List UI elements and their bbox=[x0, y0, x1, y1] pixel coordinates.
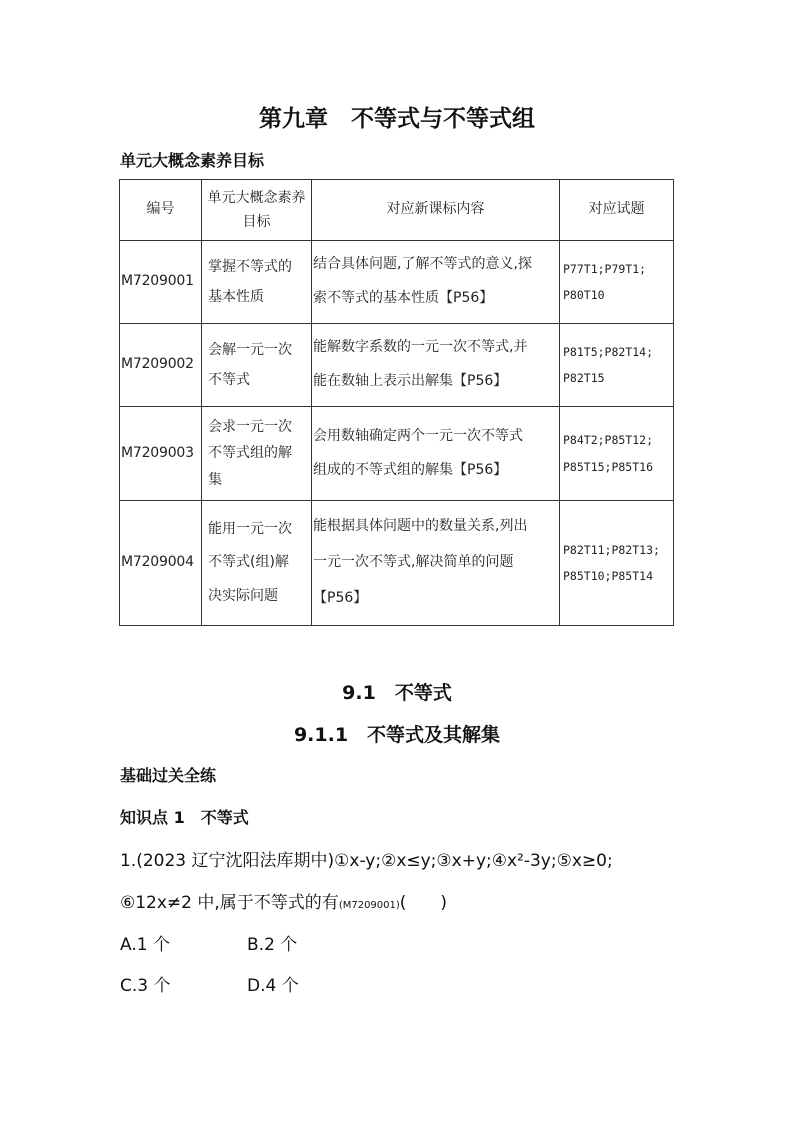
table-row bbox=[120, 501, 674, 626]
option-c[interactable]: C.3 个 bbox=[120, 976, 171, 996]
row-content bbox=[312, 501, 560, 626]
ref-line: P85T10;P85T14 bbox=[563, 569, 654, 583]
answer-blank: ( ) bbox=[399, 893, 448, 913]
option-a[interactable]: A.1 个 bbox=[120, 935, 170, 955]
goal-line: 会解一元一次 bbox=[208, 341, 292, 358]
goal-line: 不等式 bbox=[208, 372, 250, 388]
row-ref bbox=[560, 501, 674, 626]
ref-line: P84T2;P85T12; bbox=[563, 433, 654, 448]
section-title: 9.1 不等式 bbox=[342, 682, 452, 704]
knowledge-point-label: 知识点 1 不等式 bbox=[120, 808, 249, 827]
content-line: 一元一次不等式,解决简单的问题 bbox=[313, 554, 514, 571]
goal-line: 集 bbox=[208, 471, 222, 488]
table-row bbox=[120, 324, 674, 407]
goal-line: 基本性质 bbox=[208, 289, 264, 305]
row-code: M7209003 bbox=[120, 407, 202, 501]
question-text: ⑥12x≠2 中,属于不等式的有 bbox=[120, 893, 339, 913]
row-ref bbox=[560, 241, 674, 324]
row-code: M7209004 bbox=[120, 501, 202, 626]
ref-line: P85T15;P85T16 bbox=[563, 459, 654, 474]
ref-line: P77T1;P79T1; bbox=[563, 261, 647, 276]
chapter-title: 第九章 不等式与不等式组 bbox=[259, 106, 535, 132]
content-line: 能在数轴上表示出解集【P56】 bbox=[313, 373, 508, 389]
content-line: 会用数轴确定两个一元一次不等式 bbox=[313, 427, 523, 444]
header-code: 编号 bbox=[120, 180, 202, 241]
goal-line: 会求一元一次 bbox=[208, 418, 292, 435]
goal-line: 不等式(组)解 bbox=[208, 554, 289, 571]
ref-line: P82T11;P82T13; bbox=[563, 542, 660, 557]
row-content bbox=[312, 324, 560, 407]
row-content bbox=[312, 241, 560, 324]
content-line: 能解数字系数的一元一次不等式,并 bbox=[313, 339, 528, 356]
row-code: M7209002 bbox=[120, 324, 202, 407]
goal-line: 掌握不等式的 bbox=[208, 258, 292, 275]
ref-line: P80T10 bbox=[563, 288, 605, 302]
content-line: 组成的不等式组的解集【P56】 bbox=[313, 461, 508, 478]
table-row bbox=[120, 241, 674, 324]
row-goal bbox=[202, 324, 312, 407]
table-header-row bbox=[120, 180, 674, 241]
subsection-title: 9.1.1 不等式及其解集 bbox=[293, 724, 501, 746]
ref-line: P81T5;P82T14; bbox=[563, 344, 654, 359]
ref-line: P82T15 bbox=[563, 371, 605, 385]
option-d[interactable]: D.4 个 bbox=[247, 976, 299, 996]
goal-table bbox=[119, 179, 674, 626]
question-line-1: 1.(2023 辽宁沈阳法库期中)①x-y;②x≤y;③x+y;④x²-3y;⑤x≥0; bbox=[120, 851, 613, 871]
row-code: M7209001 bbox=[120, 241, 202, 324]
goal-line: 能用一元一次 bbox=[208, 520, 292, 537]
header-content: 对应新课标内容 bbox=[312, 180, 560, 241]
header-goal: 单元大概念素养目标 bbox=[202, 180, 312, 241]
goal-line: 不等式组的解 bbox=[208, 445, 292, 462]
row-goal bbox=[202, 407, 312, 501]
content-line: 索不等式的基本性质【P56】 bbox=[313, 290, 494, 306]
row-goal bbox=[202, 501, 312, 626]
header-ref: 对应试题 bbox=[560, 180, 674, 241]
row-ref bbox=[560, 407, 674, 501]
goal-line: 决实际问题 bbox=[208, 587, 278, 604]
practice-label: 基础过关全练 bbox=[120, 766, 217, 785]
content-line: 能根据具体问题中的数量关系,列出 bbox=[313, 518, 528, 535]
question-code: (M7209001) bbox=[338, 900, 400, 911]
row-ref bbox=[560, 324, 674, 407]
unit-goal-label: 单元大概念素养目标 bbox=[120, 151, 265, 170]
row-goal bbox=[202, 241, 312, 324]
question-line-2 bbox=[120, 888, 447, 913]
option-b[interactable]: B.2 个 bbox=[247, 935, 298, 955]
row-content bbox=[312, 407, 560, 501]
table-row bbox=[120, 407, 674, 501]
content-line: 【P56】 bbox=[313, 589, 368, 606]
content-line: 结合具体问题,了解不等式的意义,探 bbox=[313, 256, 532, 273]
